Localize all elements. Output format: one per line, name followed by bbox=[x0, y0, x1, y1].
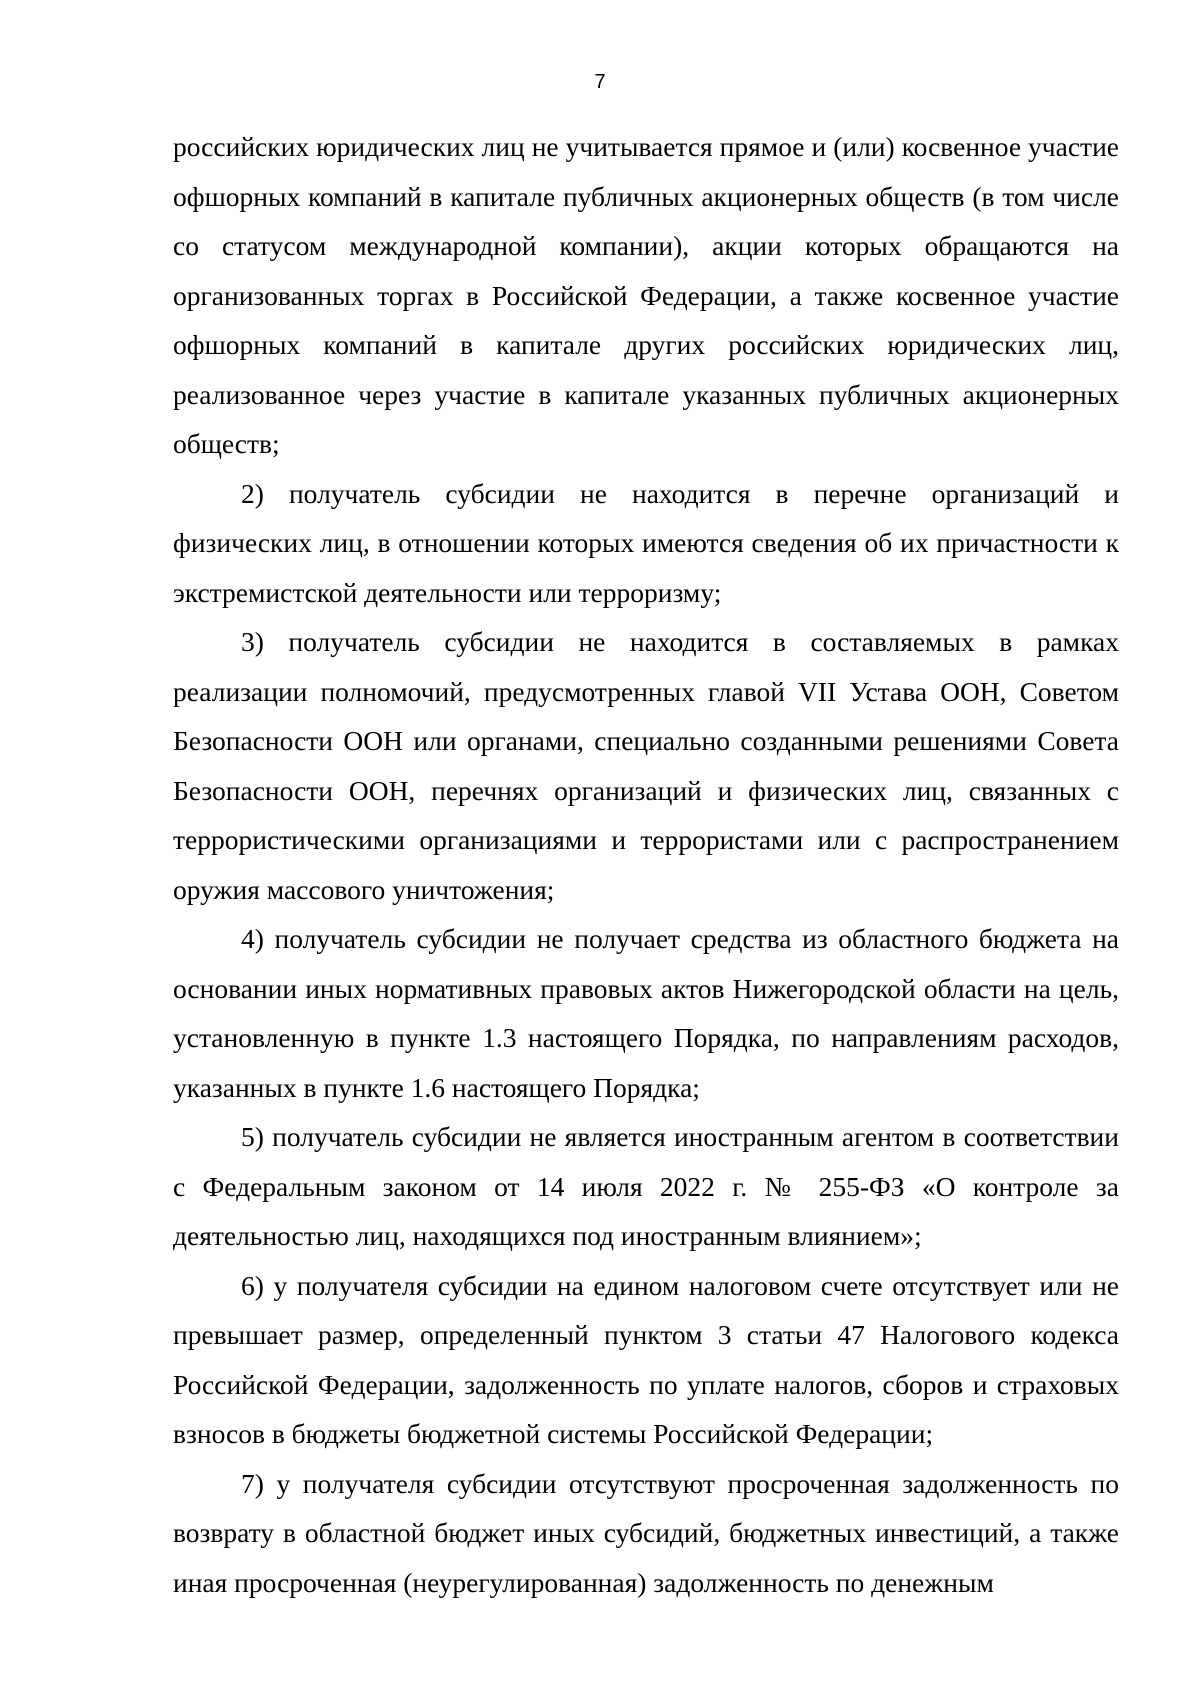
document-body bbox=[173, 122, 1119, 1607]
paragraph-item-3: 3) получатель субсидии не находится в составляемых в рамках реализации полномочий, предусмотренных главой VII Устава ООН, Советом Безопасности ООН или органами, специально созданными решениями Совета Безопасности ООН, перечнях организаций и физических лиц, связанных с террористическими организациями и террористами или с распространением оружия массового уничтожения; bbox=[173, 626, 1119, 905]
paragraph-item-6: 6) у получателя субсидии на едином налоговом счете отсутствует или не превышает размер, определенный пунктом 3 статьи 47 Налогового кодекса Российской Федерации, задолженность по уплате налогов, сборов и страховых взносов в бюджеты бюджетной системы Российской Федерации; bbox=[173, 1269, 1119, 1449]
paragraph-item-2: 2) получатель субсидии не находится в перечне организаций и физических лиц, в отношении которых имеются сведения об их причастности к экстремистской деятельности или терроризму; bbox=[173, 477, 1119, 608]
paragraph-item-4: 4) получатель субсидии не получает средства из областного бюджета на основании иных нормативных правовых актов Нижегородской области на цель, установленную в пункте 1.3 настоящего Порядка, по направлениям расходов, указанных в пункте 1.6 настоящего Порядка; bbox=[173, 923, 1119, 1103]
page-number: 7 bbox=[594, 71, 606, 93]
paragraph-continuation: российских юридических лиц не учитывается прямое и (или) косвенное участие офшорных компаний в капитале публичных акционерных обществ (в том числе со статусом международной компании), акции которых обращаются на организованных торгах в Российской Федерации, а также косвенное участие офшорных компаний в капитале других российских юридических лиц, реализованное через участие в капитале указанных публичных акционерных обществ; bbox=[173, 131, 1119, 459]
paragraph-item-7: 7) у получателя субсидии отсутствуют просроченная задолженность по возврату в областной бюджет иных субсидий, бюджетных инвестиций, а также иная просроченная (неурегулированная) задолженность по денежным bbox=[173, 1467, 1119, 1598]
paragraph-item-5: 5) получатель субсидии не является иностранным агентом в соответствии с Федеральным законом от 14 июля 2022 г. № 255-ФЗ «О контроле за деятельностью лиц, находящихся под иностранным влиянием»; bbox=[173, 1121, 1119, 1251]
